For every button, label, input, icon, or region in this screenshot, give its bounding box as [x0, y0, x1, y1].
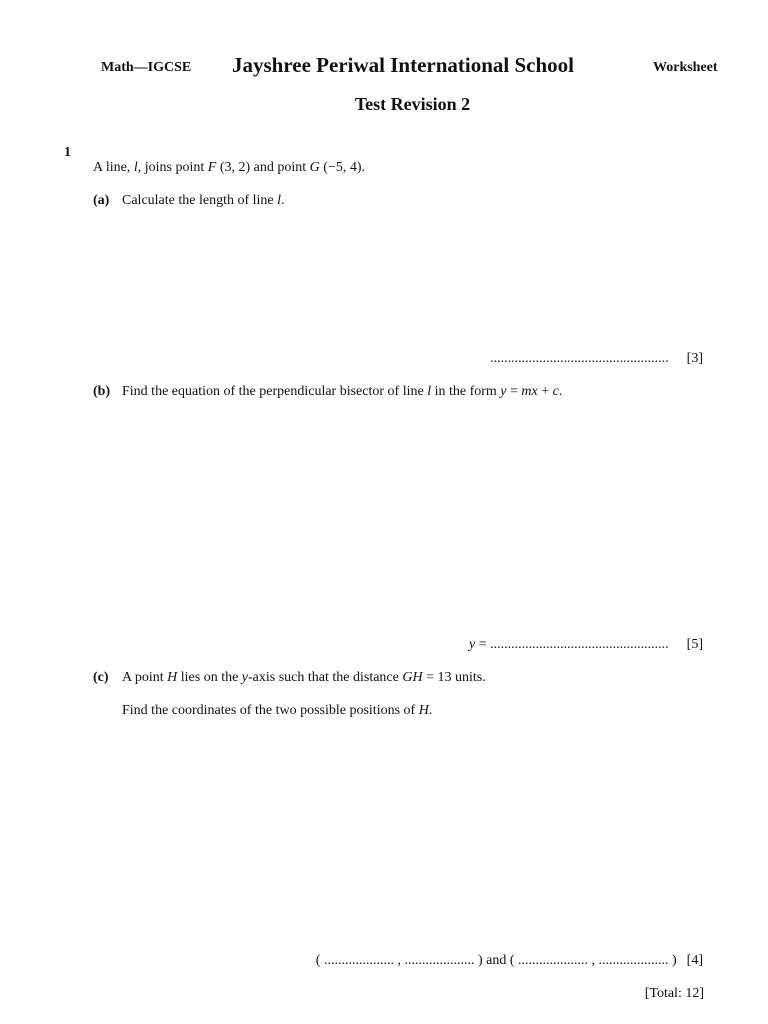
part-b-text: Find the equation of the perpendicular bisector of line l in the form y = mx + c. [122, 384, 563, 399]
part-a-text: Calculate the length of line l. [122, 193, 285, 208]
part-b-label: (b) [93, 384, 111, 399]
part-c-answer: ( .................... , .................... ) and ( .................... , .................... ) [4] [315, 953, 703, 968]
marks-label: [3] [686, 351, 703, 366]
marks-label: [4] [686, 953, 703, 968]
part-a-answer [0, 351, 703, 367]
marks-label: [5] [686, 637, 703, 652]
part-c-label: (c) [93, 670, 109, 685]
answer-blank[interactable]: .................... [598, 953, 669, 968]
answer-blank[interactable]: .................... [404, 953, 475, 968]
document-type: Worksheet [653, 60, 718, 75]
total-marks: [Total: 12] [644, 986, 704, 1001]
question-stem: A line, l, joins point F (3, 2) and point G (−5, 4). [93, 160, 365, 175]
school-name: Jayshree Periwal International School [232, 53, 575, 77]
part-c-text: A point H lies on the y-axis such that the distance GH = 13 units. [122, 670, 486, 685]
answer-line[interactable]: ................................................... [490, 637, 669, 652]
question-number: 1 [64, 145, 71, 160]
part-c-instruction: Find the coordinates of the two possible positions of H. [122, 703, 433, 718]
subject-label: Math—IGCSE [101, 60, 192, 75]
part-a-label: (a) [93, 193, 110, 208]
answer-blank[interactable]: .................... [323, 953, 394, 968]
answer-blank[interactable]: .................... [518, 953, 588, 968]
page-title: Test Revision 2 [354, 94, 471, 114]
part-b-answer: y = ................................................... [5] [469, 637, 703, 652]
answer-line[interactable]: ................................................... [490, 351, 669, 366]
